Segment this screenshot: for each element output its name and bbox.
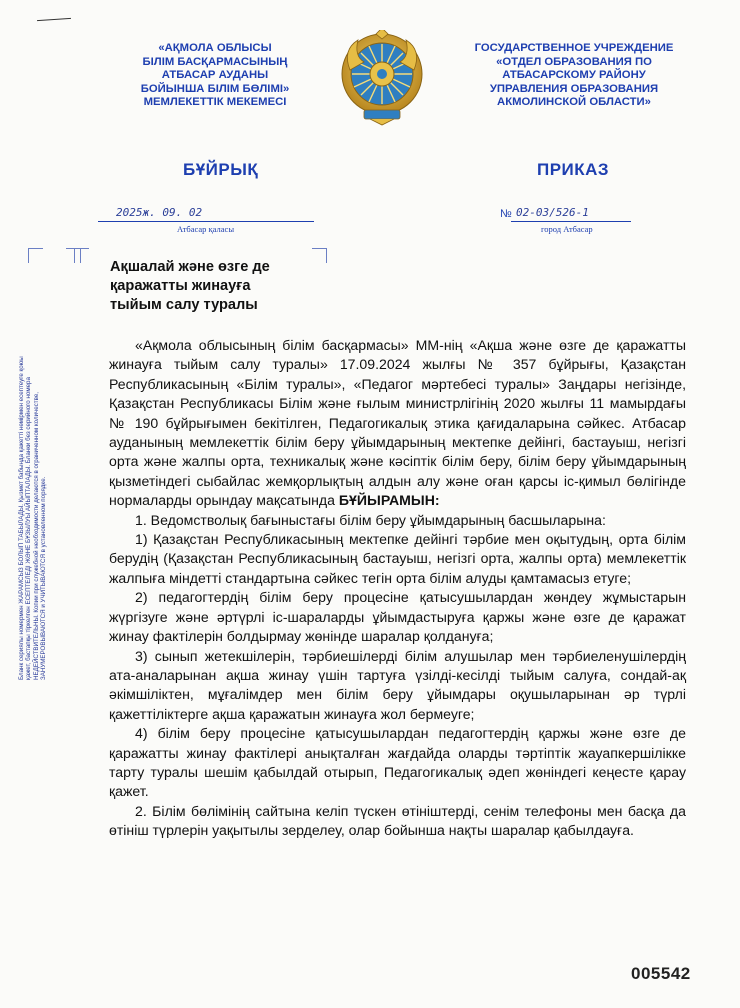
subject-line: Ақшалай және өзге де [110,259,270,275]
intro-paragraph [109,336,686,511]
date-underline [98,221,314,222]
document-title-ru: ПРИКАЗ [537,160,610,179]
letterhead-kz-line: «АҚМОЛА ОБЛЫСЫ [158,42,272,54]
document-body [109,336,686,841]
state-emblem-icon [340,30,424,126]
letterhead-ru-line: «ОТДЕЛ ОБРАЗОВАНИЯ ПО [496,55,652,68]
item-1-2: 2) педагогтердің білім беру процесіне қатысушылардан жөндеу жұмыстарын жүргізуге және әртүрлі іс-шараларды ұйымдастыруға қаржы және өзге де қаражат жинау фактілерін болдырмау жөнінде шаралар қолдануға; [109,589,686,645]
order-word: БҰЙЫРАМЫН: [338,492,440,509]
item-1-3: 3) сынып жетекшілерін, тәрбиешілерді білім алушылар мен тәрбиеленушілердің ата-аналарынан ақша жинау үшін тартуға үзілді-кесілді тыйым салуға, сондай-ақ әкімшіліктен, мұғалімдер мен білім беру ұйымдары оқушыларынан әр түрлі қажеттіліктерге ақша қаражатын жинауға жол бермеуге; [109,647,686,722]
bracket-top-right [312,248,327,263]
corner-pen-mark [37,18,71,21]
letterhead-kz [118,42,312,110]
serial-number: 005542 [631,964,691,983]
handwritten-date: 2025ж. 09. 02 [116,206,203,219]
place-kz: Атбасар қаласы [177,224,235,234]
letterhead-kz-line: МЕМЛЕКЕТТІК МЕКЕМЕСІ [143,96,287,109]
document-title-kz: БҰЙРЫҚ [183,160,259,179]
place-ru: город Атбасар [541,224,593,234]
handwritten-number: 02-03/526-1 [516,206,589,219]
number-underline [511,221,631,222]
letterhead-ru-line: АКМОЛИНСКОЙ ОБЛАСТИ» [497,96,651,109]
letterhead-ru [455,42,693,110]
bracket-top-mid2 [74,248,89,263]
subject-line: тыйым салу туралы [110,297,258,313]
subject-line: қаражатты жинауға [110,278,251,294]
number-prefix: № [500,208,512,220]
item-2: 2. Білім бөлімінің сайтына келіп түскен өтініштерді, сенім телефоны мен басқа да өтініш түрлерін уақытылы зерделеу, олар бойынша нақты шаралар қабылдауға. [109,802,686,839]
item-1-1: 1) Қазақстан Республикасының мектепке дейінгі тәрбие мен оқытудың, орта білім берудің (Қазақстан Республикасының бастауыш, негізгі орта, жалпы орта) мемлекеттік жалпыға міндетті стандартына сәйкес тегін орта білім алуды қамтамасыз етуге; [109,531,686,586]
letterhead-kz-line: АТБАСАР АУДАНЫ [161,69,269,82]
letterhead-ru-line: УПРАВЛЕНИЯ ОБРАЗОВАНИЯ [489,82,659,95]
letterhead-kz-line: БІЛІМ БАСҚАРМАСЫНЫҢ [142,55,288,68]
letterhead-kz-line: БОЙЫНША БІЛІМ БӨЛІМІ» [140,82,290,95]
letterhead-ru-line: ГОСУДАРСТВЕННОЕ УЧРЕЖДЕНИЕ [474,42,674,54]
item-1: 1. Ведомстволық бағыныстағы білім беру ұйымдарының басшыларына: [135,511,606,528]
document-subject [110,258,270,315]
item-1-4: 4) білім беру процесіне қатысушылардан педагогтердің қаржы және өзге де қаражатты жинау фактілері анықталған жағдайда оларды тәртіптік жауапкершілікке тарту туралы шешім қабылдай отырып, Педагогикалық әдеп жөніндегі кеңесте қарау қажет. [109,725,686,800]
letterhead-ru-line: АТБАСАРСКОМУ РАЙОНУ [502,69,646,82]
bracket-top-left [28,248,43,263]
intro-text: «Ақмола облысының білім басқармасы» ММ-нің «Ақша және өзге де қаражатты жинауға тыйым салу туралы» 17.09.2024 жылғы № 357 бұйрығы, Қазақстан Республикасының «Білім туралы», «Педагог мәртебесі туралы» Заңдары негізінде, Қазақстан Республикасы Білім және ғылым министрлігінің 2020 жылғы 11 мамырдағы № 190 бұйрығымен бекітілген, Педагогикалық этика қағидаларына сәйкес. Атбасар ауданының мемлекеттік білім беру ұйымдарының мектепке дейінгі, бастауыш, негізгі орта және жалпы орта, техникалық және кәсіптік білім беру, білім беру ұйымдарының қызметіндегі сыбайлас жемқорлықтың алдын алу және оған қарсы іс-қимыл бөлігінде нормаларды орындау мақсатында [109,337,686,509]
margin-note: Бланк сериялы номермен ЖАРАМСЫЗ БОЛЫП ТАБЫЛАДЫ. Қызмет бабында қажетті нөмірмен есептеуге қоюы қажет, бастапқы тіркелген ЕСЕПТЕЛЕДІ ЖӘНЕ БҰЗЫЛУЫ АЙЫПТАЛАДЫ. Бланки без серийного номера НЕДЕЙСТВИТЕЛЬНЫ. Копии при служебной необходимости делаются в ограниченном количестве, ЗАНУМЕРОВЫВАЮТСЯ и УЧИТЫВАЮТСЯ в установленном порядке. [18,356,48,680]
